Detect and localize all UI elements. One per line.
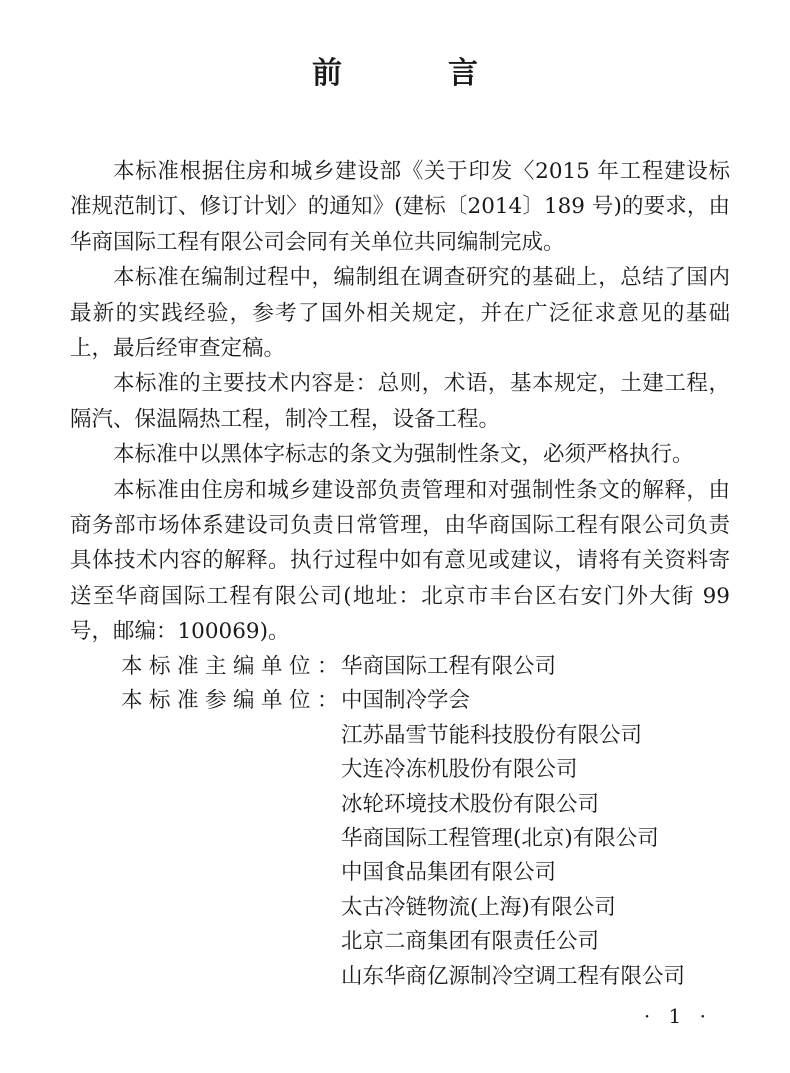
participating-unit-name: 中国制冷学会 [341, 688, 471, 714]
page-title: 前 言 [312, 56, 516, 91]
units-section [70, 650, 750, 994]
list-item: 山东华商亿源制冷空调工程有限公司 [341, 963, 686, 989]
list-item: 冰轮环境技术股份有限公司 [341, 791, 600, 817]
chief-unit-name: 华商国际工程有限公司 [341, 654, 557, 679]
chief-unit-row [70, 650, 750, 684]
list-item: 太古冷链物流(上海)有限公司 [341, 894, 616, 920]
list-item: 北京二商集团有限责任公司 [341, 929, 600, 955]
paragraph-management: 本标准由住房和城乡建设部负责管理和对强制性条文的解释，由商务部市场体系建设司负责日常管理，由华商国际工程有限公司负责具体技术内容的解释。执行过程中如有意见或建议，请将有关资料寄送至华商国际工程有限公司(地址：北京市丰台区右安门外大街 99 号，邮编：100069)。 [70, 477, 730, 645]
paragraph-basis: 本标准根据住房和城乡建设部《关于印发〈2015 年工程建设标准规范制订、修订计划〉的通知》(建标〔2014〕189 号)的要求，由华商国际工程有限公司会同有关单位共同编制完成。 [70, 159, 730, 255]
preface-body [70, 154, 730, 650]
list-item: 江苏晶雪节能科技股份有限公司 [341, 722, 643, 748]
page-number: · 1 · [643, 1004, 712, 1028]
list-item: 中国食品集团有限公司 [341, 860, 557, 886]
participating-unit-list [70, 719, 750, 994]
chief-unit-label: 本标准主编单位： [121, 654, 346, 679]
paragraph-mandatory: 本标准中以黑体字标志的条文为强制性条文，必须严格执行。 [113, 442, 694, 468]
list-item: 华商国际工程管理(北京)有限公司 [341, 826, 659, 852]
list-item: 大连冷冻机股份有限公司 [341, 757, 578, 783]
paragraph-process: 本标准在编制过程中，编制组在调查研究的基础上，总结了国内最新的实践经验，参考了国外相关规定，并在广泛征求意见的基础上，最后经审查定稿。 [70, 265, 730, 362]
paragraph-content: 本标准的主要技术内容是：总则，术语，基本规定，土建工程，隔汽、保温隔热工程，制冷工程，设备工程。 [70, 371, 730, 432]
participating-unit-row [70, 684, 750, 718]
participating-unit-label: 本标准参编单位： [121, 688, 346, 714]
